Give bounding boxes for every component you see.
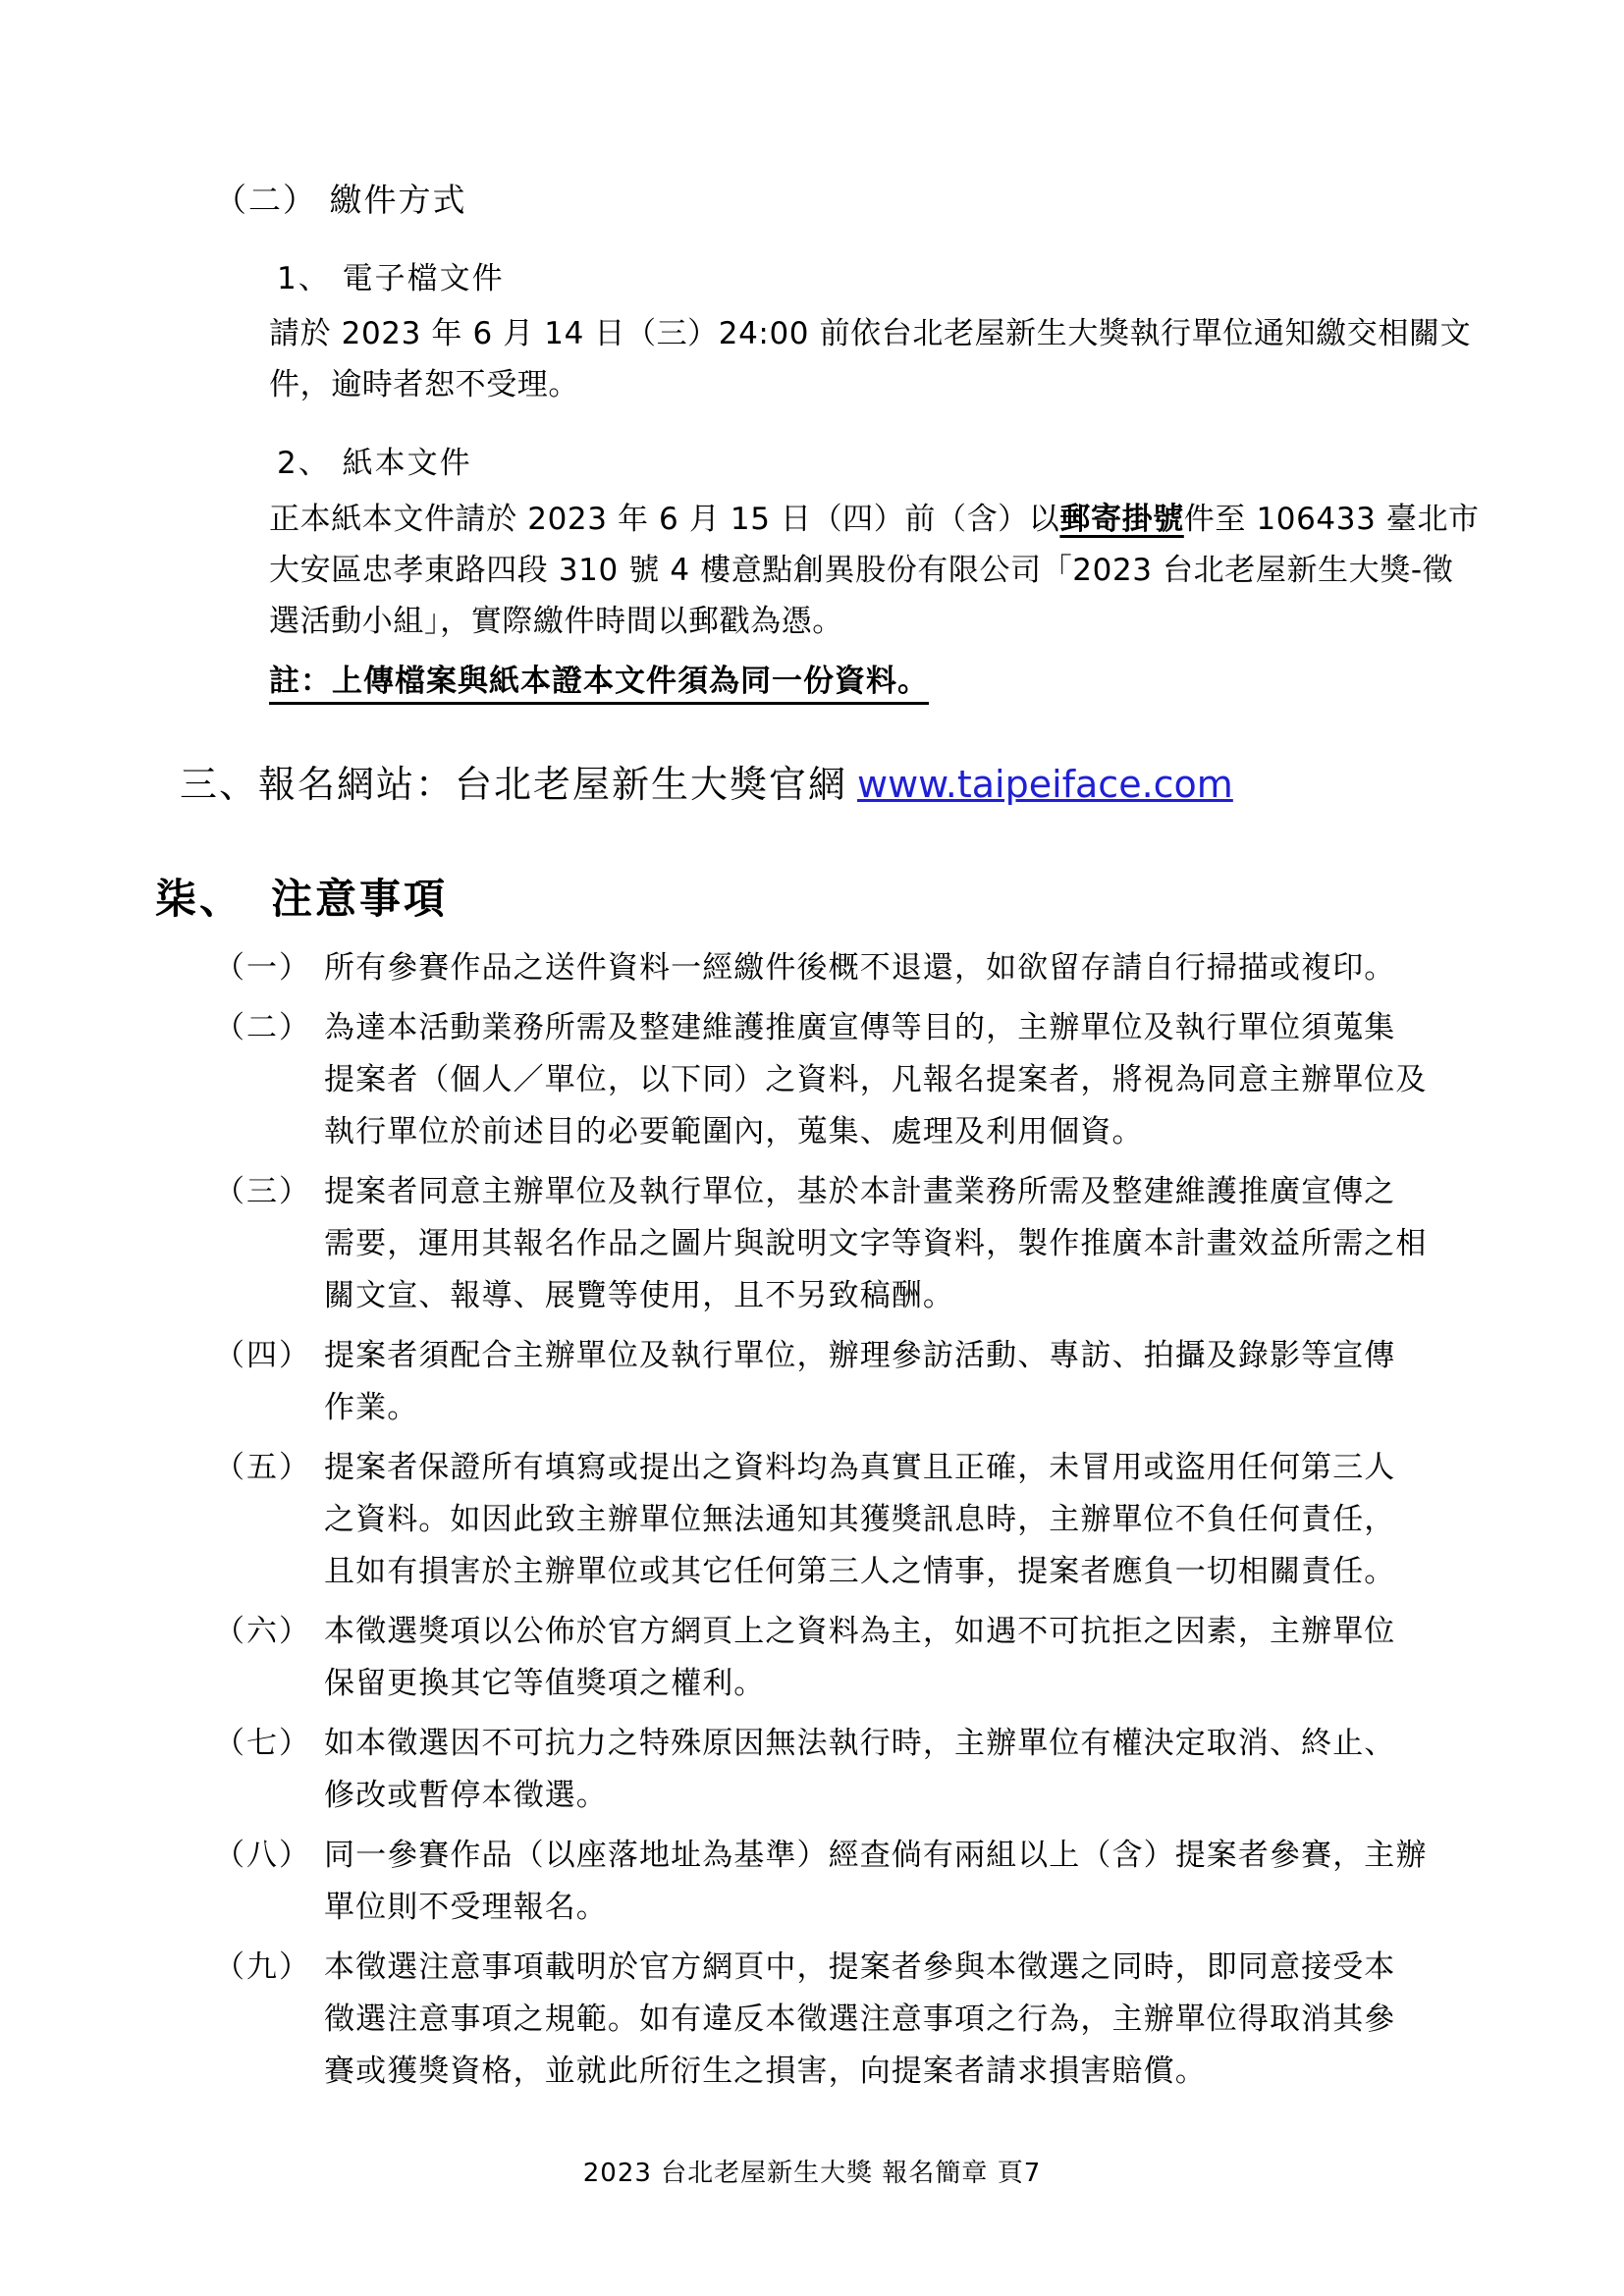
text-line: 且如有損害於主辦單位或其它任何第三人之情事，提案者應負一切相關責任。 xyxy=(324,1554,1396,1589)
list-item xyxy=(214,1166,1490,1322)
text-line: 保留更換其它等值獎項之權利。 xyxy=(324,1666,766,1701)
section-label: 三、報名網站：台北老屋新生大獎官網 xyxy=(180,763,848,806)
registered-mail-emphasis: 郵寄掛號 xyxy=(1059,502,1184,537)
text-line: 大安區忠孝東路四段 310 號 4 樓意點創異股份有限公司「2023 台北老屋新生大獎-徵 xyxy=(269,553,1454,588)
text-line: 為達本活動業務所需及整建維護推廣宣傳等目的，主辦單位及執行單位須蒐集 xyxy=(324,1010,1396,1045)
list-marker: （七） xyxy=(214,1726,311,1761)
text-line: 之資料。如因此致主辦單位無法通知其獲獎訊息時，主辦單位不負任何責任， xyxy=(324,1502,1396,1537)
list-item xyxy=(214,1330,1490,1434)
text-segment: 件至 106433 臺北市 xyxy=(1183,502,1480,537)
text-line xyxy=(269,494,1480,545)
text-line: 作業。 xyxy=(324,1390,419,1425)
item-title-paper: 2、 紙本文件 xyxy=(277,446,472,481)
text-line: 件，逾時者恕不受理。 xyxy=(269,367,579,402)
list-item xyxy=(214,1718,1490,1822)
list-item xyxy=(214,1442,1490,1598)
list-marker: （九） xyxy=(214,1949,311,1985)
list-item-text xyxy=(324,942,1395,994)
text-line: 關文宣、報導、展覽等使用，且不另致稿酬。 xyxy=(324,1278,954,1313)
section-registration-website xyxy=(180,754,1233,808)
text-line: 執行單位於前述目的必要範圍內，蒐集、處理及利用個資。 xyxy=(324,1114,1144,1149)
list-item xyxy=(214,1606,1490,1710)
list-item-text xyxy=(324,1718,1395,1822)
text-line: 本徵選注意事項載明於官方網頁中，提案者參與本徵選之同時，即同意接受本 xyxy=(324,1949,1396,1985)
note-text: 註：上傳檔案與紙本證本文件須為同一份資料。 xyxy=(269,656,929,705)
list-marker: （三） xyxy=(214,1174,311,1209)
list-item-text xyxy=(324,1330,1395,1434)
text-line: 所有參賽作品之送件資料一經繳件後概不退還，如欲留存請自行掃描或複印。 xyxy=(324,950,1396,986)
text-line: 請於 2023 年 6 月 14 日（三）24:00 前依台北老屋新生大獎執行單位通知繳交相關文 xyxy=(269,316,1472,351)
list-item xyxy=(214,942,1490,994)
website-link[interactable]: www.taipeiface.com xyxy=(857,763,1233,806)
text-segment: 正本紙本文件請於 2023 年 6 月 15 日（四）前（含）以 xyxy=(269,502,1060,537)
list-item xyxy=(214,1942,1490,2098)
text-line: 賽或獲獎資格，並就此所衍生之損害，向提案者請求損害賠償。 xyxy=(324,2054,1207,2089)
list-item xyxy=(214,1002,1490,1158)
paragraph-electronic xyxy=(269,308,1471,410)
text-line: 修改或暫停本徵選。 xyxy=(324,1778,608,1813)
list-item-text xyxy=(324,1166,1428,1322)
text-line: 提案者同意主辦單位及執行單位，基於本計畫業務所需及整建維護推廣宣傳之 xyxy=(324,1174,1396,1209)
page-footer: 2023 台北老屋新生大獎 報名簡章 頁7 xyxy=(582,2159,1042,2188)
list-marker: （二） xyxy=(214,1010,311,1045)
list-item-text xyxy=(324,1942,1395,2098)
subsection-title: （二） 繳件方式 xyxy=(214,181,467,219)
section-heading xyxy=(155,867,448,926)
list-marker: （八） xyxy=(214,1838,311,1873)
paragraph-paper xyxy=(269,494,1480,647)
list-item-text xyxy=(324,1606,1395,1710)
text-line: 提案者保證所有填寫或提出之資料均為真實且正確，未冒用或盜用任何第三人 xyxy=(324,1450,1396,1485)
text-line: 提案者（個人／單位，以下同）之資料，凡報名提案者，將視為同意主辦單位及 xyxy=(324,1062,1428,1097)
item-title-electronic: 1、 電子檔文件 xyxy=(277,261,505,296)
section-number: 柒、 xyxy=(155,875,244,923)
text-line: 如本徵選因不可抗力之特殊原因無法執行時，主辦單位有權決定取消、終止、 xyxy=(324,1726,1396,1761)
list-item-text xyxy=(324,1002,1428,1158)
text-line: 選活動小組」，實際繳件時間以郵戳為憑。 xyxy=(269,604,843,639)
notice-list xyxy=(214,942,1490,2106)
text-line: 同一參賽作品（以座落地址為基準）經查倘有兩組以上（含）提案者參賽，主辦 xyxy=(324,1838,1428,1873)
list-marker: （一） xyxy=(214,950,311,986)
list-item-text xyxy=(324,1830,1428,1934)
text-line: 提案者須配合主辦單位及執行單位，辦理參訪活動、專訪、拍攝及錄影等宣傳 xyxy=(324,1338,1396,1373)
list-marker: （四） xyxy=(214,1338,311,1373)
list-marker: （六） xyxy=(214,1614,311,1649)
text-line: 徵選注意事項之規範。如有違反本徵選注意事項之行為，主辦單位得取消其參 xyxy=(324,2002,1396,2037)
list-item xyxy=(214,1830,1490,1934)
list-marker: （五） xyxy=(214,1450,311,1485)
text-line: 本徵選獎項以公佈於官方網頁上之資料為主，如遇不可抗拒之因素，主辦單位 xyxy=(324,1614,1396,1649)
section-title: 注意事項 xyxy=(271,875,449,923)
text-line: 單位則不受理報名。 xyxy=(324,1890,608,1925)
text-line: 需要，運用其報名作品之圖片與說明文字等資料，製作推廣本計畫效益所需之相 xyxy=(324,1226,1428,1261)
list-item-text xyxy=(324,1442,1395,1598)
